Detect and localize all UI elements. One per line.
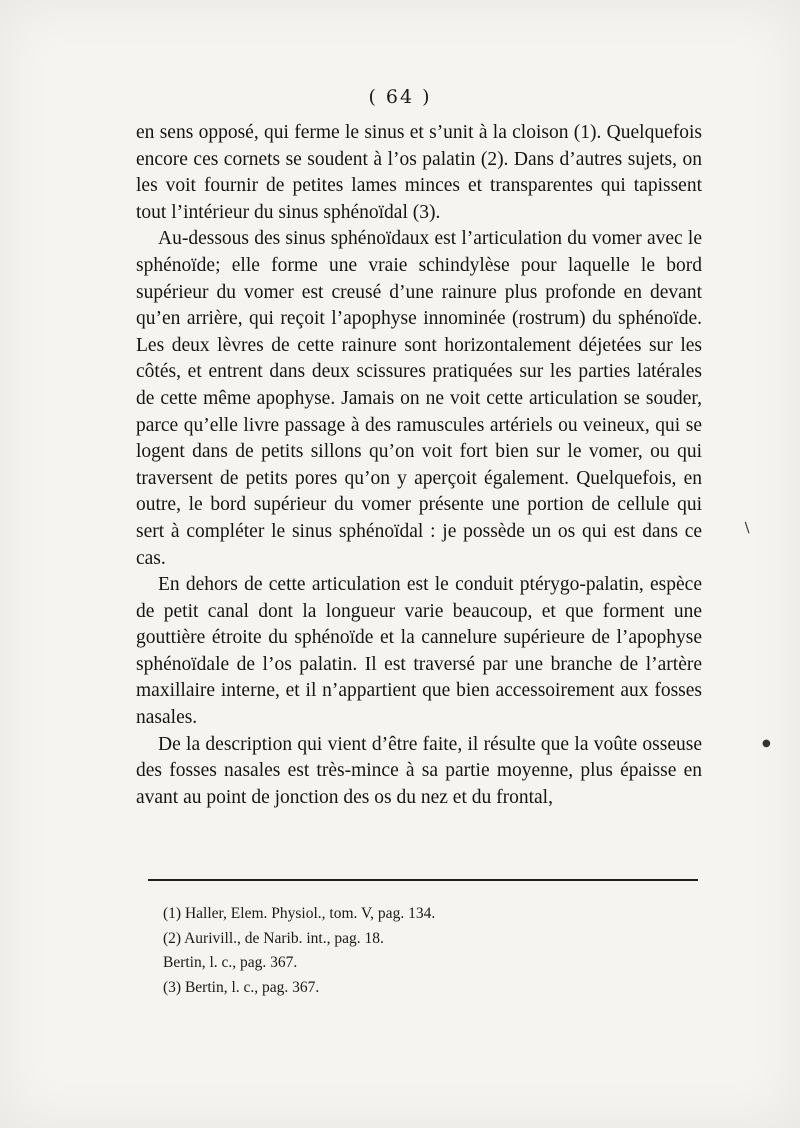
footnote-2b: Bertin, l. c., pag. 367. — [163, 954, 298, 971]
margin-dot-mark: ● — [762, 738, 771, 749]
footnote-2: (2) Aurivill., de Narib. int., pag. 18. — [163, 929, 384, 947]
body-text — [136, 120, 702, 811]
footnotes — [163, 902, 683, 1000]
paragraph-1: en sens opposé, qui ferme le sinus et s’unit à la cloison (1). Quelquefois encore ces cornets se soudent à l’os palatin (2). Dans d’autres sujets, on les voit fournir de petites lames minces et transparentes qui tapissent tout l’intérieur du sinus sphénoïdal (3). — [136, 122, 702, 223]
footnote-rule — [148, 879, 698, 881]
footnote-3: (3) Bertin, l. c., pag. 367. — [163, 978, 320, 996]
footnote-1: (1) Haller, Elem. Physiol., tom. V, pag. 134. — [163, 905, 436, 922]
paragraph-4: De la description qui vient d’être faite, il résulte que la voûte osseuse des fosses nasales est très-mince à sa partie moyenne, plus épaisse en avant au point de jonction des os du nez et du frontal, — [136, 733, 702, 808]
paragraph-3: En dehors de cette articulation est le conduit ptérygo-palatin, espèce de petit canal dont la longueur varie beaucoup, et que forment une gouttière étroite du sphénoïde et la cannelure supérieure de l’apophyse sphénoïdale de l’os palatin. Il est traversé par une branche de l’artère maxillaire interne, et il n’appartient que bien accessoirement aux fosses nasales. — [136, 574, 702, 729]
margin-tick-mark: / — [740, 520, 754, 536]
page-number: ( 64 ) — [368, 86, 432, 108]
paragraph-2: Au-dessous des sinus sphénoïdaux est l’articulation du vomer avec le sphénoïde; elle forme une vraie schindylèse pour laquelle le bord supérieur du vomer est creusé d’une rainure plus profonde en devant qu’en arrière, qui reçoit l’apophyse innominée (rostrum) du sphénoïde. Les deux lèvres de cette rainure sont horizontalement déjetées sur les côtés, et entrent dans deux scissures pratiquées sur les parties latérales de cette même apophyse. Jamais on ne voit cette articulation se souder, parce qu’elle livre passage à des ramuscules artériels ou veineux, qui se logent dans de petits sillons qu’on voit fort bien sur le vomer, ou qui traversent de petits pores qu’on y aperçoit également. Quelquefois, en outre, le bord supérieur du vomer présente une portion de cellule qui sert à compléter le sinus sphénoïdal : je possède un os qui est dans ce cas. — [136, 228, 702, 569]
